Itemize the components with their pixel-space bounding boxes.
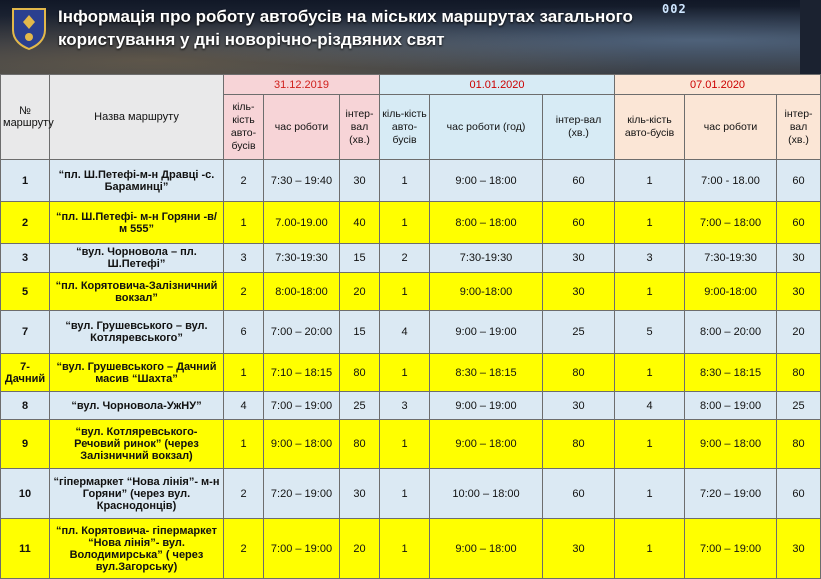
bus-count-cell: 1: [380, 354, 430, 392]
route-number-cell: 9: [1, 420, 50, 469]
bus-count-cell: 1: [615, 354, 685, 392]
bus-count-cell: 1: [380, 273, 430, 311]
route-name-header: Назва маршруту: [50, 75, 224, 160]
work-time-cell: 7:10 – 18:15: [264, 354, 340, 392]
interval-cell: 15: [340, 244, 380, 273]
interval-cell: 30: [543, 519, 615, 579]
route-number-cell: 7: [1, 311, 50, 354]
interval-cell: 30: [777, 273, 821, 311]
interval-cell: 20: [777, 311, 821, 354]
work-time-header: час роботи: [685, 95, 777, 160]
work-time-cell: 9:00 – 18:00: [264, 420, 340, 469]
interval-cell: 30: [543, 244, 615, 273]
interval-cell: 80: [543, 420, 615, 469]
bus-count-cell: 2: [224, 273, 264, 311]
work-time-cell: 7:00 – 20:00: [264, 311, 340, 354]
bus-count-header: кіль-кість авто-бусів: [224, 95, 264, 160]
bus-count-cell: 1: [380, 519, 430, 579]
work-time-cell: 9:00 – 18:00: [430, 160, 543, 202]
route-number-cell: 2: [1, 202, 50, 244]
bus-count-cell: 1: [615, 273, 685, 311]
interval-cell: 25: [543, 311, 615, 354]
interval-cell: 30: [340, 469, 380, 519]
work-time-cell: 9:00 – 18:00: [685, 420, 777, 469]
work-time-cell: 9:00-18:00: [685, 273, 777, 311]
bus-count-cell: 1: [615, 519, 685, 579]
interval-cell: 15: [340, 311, 380, 354]
route-name-cell: “пл. Корятовича-Залізничний вокзал”: [50, 273, 224, 311]
schedule-table: [0, 74, 821, 579]
interval-cell: 80: [543, 354, 615, 392]
interval-header: інтер-вал (хв.): [543, 95, 615, 160]
route-number-cell: 10: [1, 469, 50, 519]
table-row: [1, 354, 821, 392]
table-row: [1, 244, 821, 273]
interval-cell: 80: [340, 354, 380, 392]
bus-count-cell: 1: [380, 469, 430, 519]
route-number-cell: 5: [1, 273, 50, 311]
bus-count-cell: 4: [224, 392, 264, 420]
work-time-header: час роботи (год): [430, 95, 543, 160]
work-time-cell: 7:20 – 19:00: [685, 469, 777, 519]
interval-cell: 60: [543, 202, 615, 244]
route-number-cell: 7-Дачний: [1, 354, 50, 392]
interval-cell: 80: [340, 420, 380, 469]
date-header-3: 07.01.2020: [615, 75, 821, 95]
work-time-cell: 8:00-18:00: [264, 273, 340, 311]
work-time-cell: 8:30 – 18:15: [430, 354, 543, 392]
route-name-cell: “пл. Корятовича- гіпермаркет “Нова лінія”- вул. Володимирська” ( через вул.Загорськy): [50, 519, 224, 579]
interval-cell: 20: [340, 519, 380, 579]
bus-count-cell: 3: [615, 244, 685, 273]
route-name-cell: “вул. Чорновола – пл. Ш.Петефі”: [50, 244, 224, 273]
bus-count-cell: 1: [224, 354, 264, 392]
route-number-header: № маршруту: [1, 75, 50, 160]
work-time-cell: 7:00 – 19:00: [264, 519, 340, 579]
bus-count-cell: 2: [380, 244, 430, 273]
work-time-header: час роботи: [264, 95, 340, 160]
interval-cell: 30: [340, 160, 380, 202]
work-time-cell: 7:00 – 19:00: [685, 519, 777, 579]
work-time-cell: 8:00 – 20:00: [685, 311, 777, 354]
table-row: [1, 160, 821, 202]
route-name-cell: “вул. Грушевського – вул. Котляревського”: [50, 311, 224, 354]
route-number-cell: 8: [1, 392, 50, 420]
bus-count-cell: 4: [615, 392, 685, 420]
bus-count-cell: 1: [380, 160, 430, 202]
bus-count-cell: 3: [224, 244, 264, 273]
interval-cell: 25: [340, 392, 380, 420]
route-name-cell: “пл. Ш.Петефі- м-н Горяни -в/м 555”: [50, 202, 224, 244]
date-header-2: 01.01.2020: [380, 75, 615, 95]
table-row: [1, 392, 821, 420]
work-time-cell: 7:20 – 19:00: [264, 469, 340, 519]
date-header-row: [1, 75, 821, 95]
bus-count-cell: 2: [224, 519, 264, 579]
page-title: Інформація про роботу автобусів на міських маршрутах загального користування у дні новорічно-різдвяних свят: [58, 7, 633, 49]
work-time-cell: 7:00 – 18:00: [685, 202, 777, 244]
header-banner: [0, 0, 800, 74]
route-name-cell: “вул. Котляревського- Речовий ринок” (через Залізничний вокзал): [50, 420, 224, 469]
route-number-cell: 3: [1, 244, 50, 273]
bus-count-cell: 6: [224, 311, 264, 354]
interval-cell: 60: [777, 469, 821, 519]
interval-header: інтер-вал (хв.): [777, 95, 821, 160]
interval-cell: 60: [777, 160, 821, 202]
bus-count-cell: 1: [380, 420, 430, 469]
table-row: [1, 469, 821, 519]
bus-count-cell: 2: [224, 160, 264, 202]
table-row: [1, 273, 821, 311]
bus-count-cell: 1: [615, 420, 685, 469]
route-name-cell: “вул. Грушевського – Дачний масив “Шахта”: [50, 354, 224, 392]
table-row: [1, 311, 821, 354]
table-row: [1, 420, 821, 469]
work-time-cell: 7:00 – 19:00: [264, 392, 340, 420]
work-time-cell: 9:00 – 18:00: [430, 519, 543, 579]
bus-count-cell: 1: [380, 202, 430, 244]
bus-route-sign: 002: [662, 2, 687, 16]
bus-count-cell: 5: [615, 311, 685, 354]
work-time-cell: 8:00 – 18:00: [430, 202, 543, 244]
route-name-cell: “гіпермаркет “Нова лінія”- м-н Горяни” (через вул. Краснодонців): [50, 469, 224, 519]
work-time-cell: 9:00 – 19:00: [430, 311, 543, 354]
work-time-cell: 7:30-19:30: [685, 244, 777, 273]
work-time-cell: 7:00 - 18.00: [685, 160, 777, 202]
work-time-cell: 10:00 – 18:00: [430, 469, 543, 519]
work-time-cell: 8:00 – 19:00: [685, 392, 777, 420]
interval-cell: 20: [340, 273, 380, 311]
bus-count-cell: 1: [615, 160, 685, 202]
interval-cell: 25: [777, 392, 821, 420]
interval-cell: 60: [777, 202, 821, 244]
interval-cell: 30: [777, 244, 821, 273]
route-name-cell: “вул. Чорновола-УжНУ”: [50, 392, 224, 420]
bus-count-cell: 1: [615, 202, 685, 244]
date-header-1: 31.12.2019: [224, 75, 380, 95]
route-number-cell: 11: [1, 519, 50, 579]
work-time-cell: 8:30 – 18:15: [685, 354, 777, 392]
interval-cell: 40: [340, 202, 380, 244]
interval-cell: 30: [777, 519, 821, 579]
work-time-cell: 7:30-19:30: [264, 244, 340, 273]
bus-count-cell: 1: [224, 202, 264, 244]
work-time-cell: 7:30-19:30: [430, 244, 543, 273]
interval-cell: 80: [777, 354, 821, 392]
work-time-cell: 9:00 – 19:00: [430, 392, 543, 420]
work-time-cell: 9:00 – 18:00: [430, 420, 543, 469]
table-row: [1, 519, 821, 579]
interval-header: інтер-вал (хв.): [340, 95, 380, 160]
interval-cell: 80: [777, 420, 821, 469]
interval-cell: 60: [543, 469, 615, 519]
bus-count-cell: 3: [380, 392, 430, 420]
bus-count-header: кіль-кість авто-бусів: [380, 95, 430, 160]
bus-count-header: кіль-кість авто-бусів: [615, 95, 685, 160]
route-number-cell: 1: [1, 160, 50, 202]
work-time-cell: 7.00-19.00: [264, 202, 340, 244]
interval-cell: 30: [543, 273, 615, 311]
bus-count-cell: 1: [615, 469, 685, 519]
work-time-cell: 9:00-18:00: [430, 273, 543, 311]
interval-cell: 30: [543, 392, 615, 420]
coat-of-arms-icon: [10, 6, 48, 50]
work-time-cell: 7:30 – 19:40: [264, 160, 340, 202]
table-row: [1, 202, 821, 244]
interval-cell: 60: [543, 160, 615, 202]
route-name-cell: “пл. Ш.Петефі-м-н Дравці -с. Бараминці”: [50, 160, 224, 202]
bus-count-cell: 4: [380, 311, 430, 354]
bus-count-cell: 1: [224, 420, 264, 469]
bus-count-cell: 2: [224, 469, 264, 519]
